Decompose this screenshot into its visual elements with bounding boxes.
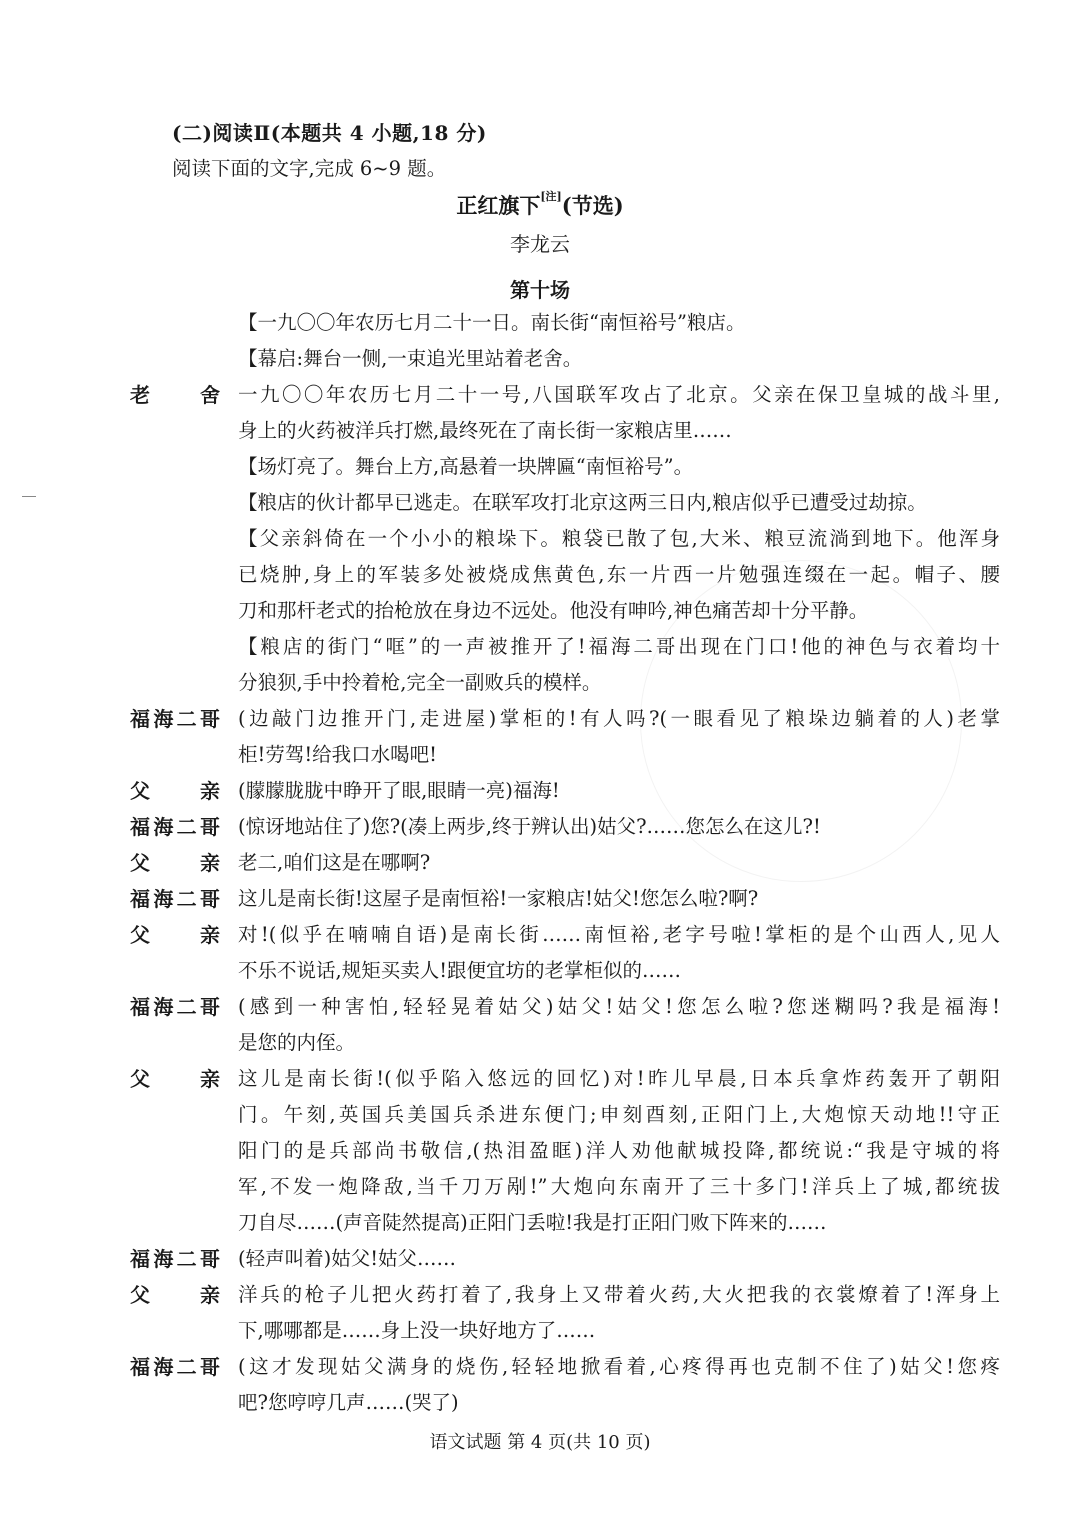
stage-direction-text: 【一九〇〇年农历七月二十一日。南长街“南恒裕号”粮店。 xyxy=(238,311,746,334)
line-text: (这才发现姑父满身的烧伤,轻轻地掀看着,心疼得再也克制不住了)姑父!您疼 xyxy=(238,1355,1000,1378)
script-line xyxy=(130,1385,1000,1421)
script-line xyxy=(130,1169,1000,1205)
line-text: 这儿是南长街!(似乎陷入悠远的回忆)对!昨儿早晨,日本兵拿炸药轰开了朝阳 xyxy=(238,1067,1000,1090)
dialogue-entry xyxy=(130,377,1000,449)
script-line xyxy=(130,953,1000,989)
script-line xyxy=(130,485,1000,521)
stage-direction-entry xyxy=(130,449,1000,485)
speaker-name: 父 亲 xyxy=(130,1283,220,1307)
line-text: (朦朦胧胧中睁开了眼,眼睛一亮)福海! xyxy=(238,779,560,802)
stage-directions xyxy=(130,305,1000,377)
line-text: 这儿是南长街!这屋子是南恒裕!一家粮店!姑父!您怎么啦?啊? xyxy=(238,887,759,910)
script-line xyxy=(130,449,1000,485)
speaker-name: 福 海 二 哥 xyxy=(130,1355,220,1379)
page-footer: 语文试题 第 4 页(共 10 页) xyxy=(429,1432,651,1453)
line-text: 柜!劳驾!给我口水喝吧! xyxy=(238,743,438,766)
line-text: 对!(似乎在喃喃自语)是南长街……南恒裕,老字号啦!掌柜的是个山西人,见人 xyxy=(238,923,1000,946)
title-note: [注] xyxy=(540,190,562,203)
dialogue-entry xyxy=(130,773,1000,809)
script-line xyxy=(130,665,1000,701)
dialogue-entry xyxy=(130,881,1000,917)
line-text: 下,哪哪都是……身上没一块好地方了…… xyxy=(238,1319,596,1342)
script-line xyxy=(130,1241,1000,1277)
line-text: 【父亲斜倚在一个小小的粮垛下。粮袋已散了包,大米、粮豆流淌到地下。他浑身 xyxy=(238,527,1000,550)
speaker-name: 福 海 二 哥 xyxy=(130,815,220,839)
script-line xyxy=(130,1349,1000,1385)
line-text: 一九〇〇年农历七月二十一号,八国联军攻占了北京。父亲在保卫皇城的战斗里, xyxy=(238,383,1000,406)
script-line xyxy=(130,881,1000,917)
line-text: (惊讶地站住了)您?(凑上两步,终于辨认出)姑父?……您怎么在这儿?! xyxy=(238,815,821,838)
line-text: 【粮店的街门“哐”的一声被推开了!福海二哥出现在门口!他的神色与衣着均十 xyxy=(238,635,1000,658)
passage-title xyxy=(0,190,1080,220)
script-line xyxy=(130,737,1000,773)
line-text: 洋兵的枪子儿把火药打着了,我身上又带着火药,大火把我的衣裳燎着了!浑身上 xyxy=(238,1283,1000,1306)
script-line xyxy=(130,593,1000,629)
title-text: 正红旗下 xyxy=(456,193,541,218)
stage-direction-entry xyxy=(130,485,1000,521)
speaker-name: 福 海 二 哥 xyxy=(130,707,220,731)
line-text: (边敲门边推开门,走进屋)掌柜的!有人吗?(一眼看见了粮垛边躺着的人)老掌 xyxy=(238,707,1000,730)
speaker-name: 父 亲 xyxy=(130,779,220,803)
speaker-name: 福 海 二 哥 xyxy=(130,1247,220,1271)
margin-mark xyxy=(22,496,36,497)
script-line xyxy=(130,377,1000,413)
script-line xyxy=(130,1097,1000,1133)
script-line xyxy=(130,1025,1000,1061)
speaker-name: 父 亲 xyxy=(130,923,220,947)
line-text: 门。午刻,英国兵美国兵杀进东便门;申刻酉刻,正阳门上,大炮惊天动地!!守正 xyxy=(238,1103,1000,1126)
instruction: 阅读下面的文字,完成 6~9 题。 xyxy=(172,157,447,180)
script-body xyxy=(130,377,1000,1421)
line-text: 【粮店的伙计都早已逃走。在联军攻打北京这两三日内,粮店似乎已遭受过劫掠。 xyxy=(238,491,927,514)
line-text: 已烧肿,身上的军装多处被烧成焦黄色,东一片西一片勉强连缀在一起。帽子、腰 xyxy=(238,563,1000,586)
line-text: 刀和那杆老式的抬枪放在身边不远处。他没有呻吟,神色痛苦却十分平静。 xyxy=(238,599,869,622)
line-text: 【场灯亮了。舞台上方,高悬着一块牌匾“南恒裕号”。 xyxy=(238,455,694,478)
line-text: 阳门的是兵部尚书敬信,(热泪盈眶)洋人劝他献城投降,都统说:“我是守城的将 xyxy=(238,1139,1000,1162)
script-line xyxy=(130,917,1000,953)
dialogue-entry xyxy=(130,1061,1000,1241)
stage-direction-entry xyxy=(130,629,1000,701)
speaker-name: 父 亲 xyxy=(130,851,220,875)
speaker-name: 老 舍 xyxy=(130,383,220,407)
script-line xyxy=(130,521,1000,557)
author: 李龙云 xyxy=(510,232,570,256)
script-line xyxy=(130,845,1000,881)
line-text: (感到一种害怕,轻轻晃着姑父)姑父!姑父!您怎么啦?您迷糊吗?我是福海! xyxy=(238,995,1000,1018)
script-line xyxy=(130,773,1000,809)
line-text: 不乐不说话,规矩买卖人!跟便宜坊的老掌柜似的…… xyxy=(238,959,682,982)
script-line xyxy=(130,1277,1000,1313)
section-title: (二)阅读Ⅱ(本题共 4 小题,18 分) xyxy=(172,121,487,145)
stage-direction-line xyxy=(130,341,1000,377)
dialogue-entry xyxy=(130,989,1000,1061)
dialogue-entry xyxy=(130,1277,1000,1349)
line-text: 是您的内侄。 xyxy=(238,1031,356,1054)
script-line xyxy=(130,701,1000,737)
script-line xyxy=(130,1061,1000,1097)
stage-direction-text: 【幕启:舞台一侧,一束追光里站着老舍。 xyxy=(238,347,583,370)
speaker-name: 父 亲 xyxy=(130,1067,220,1091)
title-suffix: (节选) xyxy=(561,193,624,218)
script-line xyxy=(130,1133,1000,1169)
line-text: 分狼狈,手中拎着枪,完全一副败兵的模样。 xyxy=(238,671,602,694)
scene-heading: 第十场 xyxy=(510,278,570,302)
line-text: 刀自尽……(声音陡然提高)正阳门丢啦!我是打正阳门败下阵来的…… xyxy=(238,1211,827,1234)
stage-direction-line xyxy=(130,305,1000,341)
script-line xyxy=(130,629,1000,665)
dialogue-entry xyxy=(130,1241,1000,1277)
dialogue-entry xyxy=(130,917,1000,989)
dialogue-entry xyxy=(130,701,1000,773)
line-text: 老二,咱们这是在哪啊? xyxy=(238,851,431,874)
script-line xyxy=(130,809,1000,845)
stage-direction-entry xyxy=(130,521,1000,629)
line-text: (轻声叫着)姑父!姑父…… xyxy=(238,1247,457,1270)
dialogue-entry xyxy=(130,809,1000,845)
line-text: 身上的火药被洋兵打燃,最终死在了南长街一家粮店里…… xyxy=(238,419,732,442)
script-line xyxy=(130,413,1000,449)
script-line xyxy=(130,557,1000,593)
speaker-name: 福 海 二 哥 xyxy=(130,887,220,911)
script-line xyxy=(130,989,1000,1025)
line-text: 军,不发一炮降敌,当千刀万剐!”大炮向东南开了三十多门!洋兵上了城,都统拔 xyxy=(238,1175,1000,1198)
dialogue-entry xyxy=(130,1349,1000,1421)
line-text: 吧?您哼哼几声……(哭了) xyxy=(238,1391,459,1414)
speaker-name: 福 海 二 哥 xyxy=(130,995,220,1019)
script-line xyxy=(130,1313,1000,1349)
script-line xyxy=(130,1205,1000,1241)
dialogue-entry xyxy=(130,845,1000,881)
